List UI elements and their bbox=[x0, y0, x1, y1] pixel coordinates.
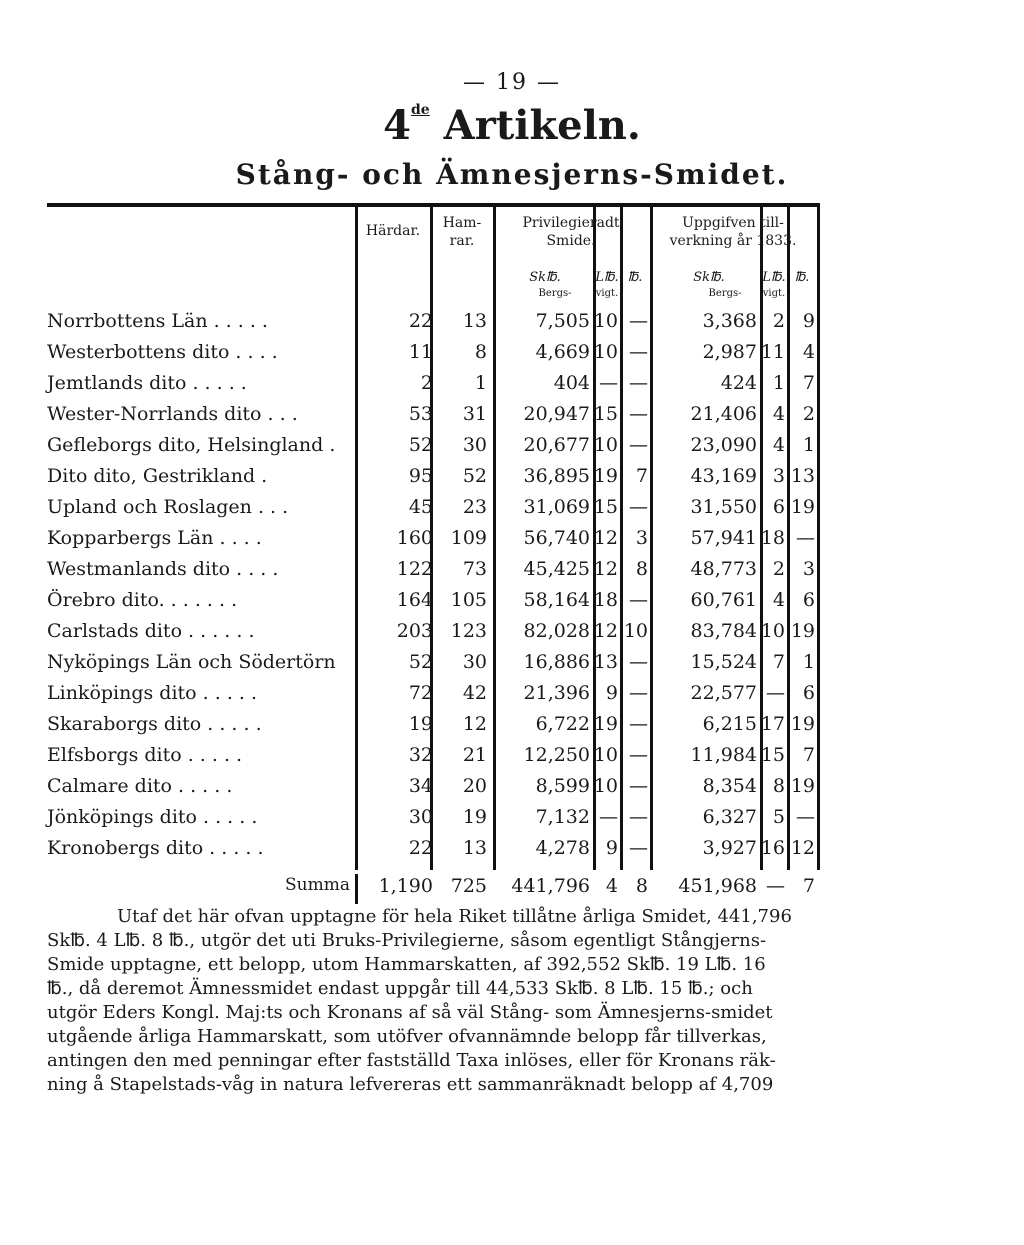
row-label: Westerbottens dito . . . . bbox=[47, 341, 278, 363]
row-label: Upland och Roslagen . . . bbox=[47, 496, 289, 518]
cell-u-u: 7 bbox=[802, 372, 815, 394]
cell-u-sku: 57,941 bbox=[690, 527, 757, 549]
cell-u-lu: 4 bbox=[772, 403, 785, 425]
section-heading: Stång- och Ämnesjerns-Smidet. bbox=[235, 158, 789, 191]
cell-hamrar: 21 bbox=[462, 744, 487, 766]
article-number: 4 bbox=[383, 102, 412, 149]
cell-u-sku: 31,550 bbox=[690, 496, 757, 518]
cell-u-u: 19 bbox=[790, 713, 815, 735]
cell-hamrar: 109 bbox=[450, 527, 487, 549]
row-label: Gefleborgs dito, Helsingland . bbox=[47, 434, 336, 456]
cell-p-lu: 9 bbox=[605, 837, 618, 859]
row-label: Norrbottens Län . . . . . bbox=[47, 310, 268, 332]
cell-p-sku: 21,396 bbox=[523, 682, 590, 704]
cell-p-sku: 31,069 bbox=[523, 496, 590, 518]
table-vline bbox=[817, 206, 820, 870]
subheader-p-u: ℔. bbox=[627, 270, 643, 285]
paragraph-line-8: ning å Stapelstads-våg in natura lefvereras ett sammanräknadt belopp af 4,709 bbox=[47, 1074, 774, 1095]
article-title-text: Artikeln. bbox=[443, 102, 641, 149]
cell-u-lu: 18 bbox=[760, 527, 785, 549]
cell-hamrar: 23 bbox=[462, 496, 487, 518]
cell-u-lu: 7 bbox=[772, 651, 785, 673]
cell-hamrar: 20 bbox=[462, 775, 487, 797]
cell-u-lu: — bbox=[766, 682, 785, 704]
cell-hamrar: 123 bbox=[450, 620, 487, 642]
subheader-p-lu: L℔. bbox=[595, 270, 619, 285]
row-label: Jemtlands dito . . . . . bbox=[47, 372, 247, 394]
row-label: Nyköpings Län och Södertörn bbox=[47, 651, 336, 673]
subheader-u-sku: Sk℔. bbox=[693, 270, 725, 285]
cell-p-u: — bbox=[629, 372, 648, 394]
cell-p-sku: 20,677 bbox=[523, 434, 590, 456]
paragraph-line-1: Utaf det här ofvan upptagne för hela Riket tillåtne årliga Smidet, 441,796 bbox=[117, 906, 792, 927]
cell-p-u: — bbox=[629, 403, 648, 425]
row-label: Skaraborgs dito . . . . . bbox=[47, 713, 262, 735]
row-label: Örebro dito. . . . . . . bbox=[47, 589, 238, 611]
cell-hamrar: 73 bbox=[462, 558, 487, 580]
row-label: Westmanlands dito . . . . bbox=[47, 558, 279, 580]
cell-u-lu: 3 bbox=[772, 465, 785, 487]
row-label: Dito dito, Gestrikland . bbox=[47, 465, 268, 487]
cell-hamrar: 1 bbox=[474, 372, 487, 394]
cell-hardar: 11 bbox=[408, 341, 433, 363]
cell-p-u: — bbox=[629, 744, 648, 766]
cell-u-lu: 4 bbox=[772, 434, 785, 456]
cell-hamrar: 105 bbox=[450, 589, 487, 611]
cell-hardar: 19 bbox=[408, 713, 433, 735]
cell-p-lu: 15 bbox=[593, 496, 618, 518]
cell-p-lu: 12 bbox=[593, 558, 618, 580]
cell-p-lu: 12 bbox=[593, 620, 618, 642]
cell-hamrar: 725 bbox=[450, 875, 487, 897]
paragraph-line-6: utgående årliga Hammarskatt, som utöfver ofvannämnde belopp får tillverkas, bbox=[47, 1026, 767, 1047]
cell-u-sku: 48,773 bbox=[690, 558, 757, 580]
cell-p-lu: — bbox=[599, 806, 618, 828]
cell-u-sku: 11,984 bbox=[690, 744, 757, 766]
table-vline bbox=[493, 206, 496, 870]
article-title bbox=[0, 102, 1024, 149]
header-hamrar: Ham- rar. bbox=[442, 215, 482, 249]
cell-hardar: 52 bbox=[408, 434, 433, 456]
cell-hardar: 1,190 bbox=[378, 875, 433, 897]
cell-u-lu: 6 bbox=[772, 496, 785, 518]
row-label: Carlstads dito . . . . . . bbox=[47, 620, 255, 642]
table-vline bbox=[650, 206, 653, 870]
row-label: Jönköpings dito . . . . . bbox=[47, 806, 258, 828]
cell-p-sku: 36,895 bbox=[523, 465, 590, 487]
cell-u-u: 19 bbox=[790, 775, 815, 797]
cell-hamrar: 31 bbox=[462, 403, 487, 425]
cell-u-u: 4 bbox=[802, 341, 815, 363]
cell-u-lu: 11 bbox=[760, 341, 785, 363]
cell-u-u: 7 bbox=[802, 744, 815, 766]
page-number: — 19 — bbox=[463, 70, 561, 95]
cell-hamrar: 12 bbox=[462, 713, 487, 735]
subheader-u-lu: L℔. bbox=[762, 270, 786, 285]
subheader-p-bergs: Bergs- bbox=[538, 288, 572, 299]
paragraph-line-2: Sk℔. 4 L℔. 8 ℔., utgör det uti Bruks-Privilegierne, såsom egentligt Stångjerns- bbox=[47, 930, 767, 951]
cell-hardar: 52 bbox=[408, 651, 433, 673]
header-hardar: Härdar. bbox=[365, 223, 421, 239]
cell-p-u: — bbox=[629, 682, 648, 704]
cell-u-u: 7 bbox=[802, 875, 815, 897]
cell-u-sku: 60,761 bbox=[690, 589, 757, 611]
cell-u-sku: 451,968 bbox=[678, 875, 757, 897]
cell-p-lu: 12 bbox=[593, 527, 618, 549]
row-label: Calmare dito . . . . . bbox=[47, 775, 233, 797]
cell-u-u: 12 bbox=[790, 837, 815, 859]
cell-hamrar: 30 bbox=[462, 651, 487, 673]
table-vline bbox=[787, 206, 790, 870]
cell-u-lu: 1 bbox=[772, 372, 785, 394]
cell-hamrar: 19 bbox=[462, 806, 487, 828]
cell-p-lu: 10 bbox=[593, 744, 618, 766]
cell-p-lu: — bbox=[599, 372, 618, 394]
cell-p-sku: 4,278 bbox=[535, 837, 590, 859]
cell-hamrar: 52 bbox=[462, 465, 487, 487]
cell-u-lu: 15 bbox=[760, 744, 785, 766]
cell-u-sku: 6,215 bbox=[702, 713, 757, 735]
cell-hardar: 30 bbox=[408, 806, 433, 828]
cell-u-u: 6 bbox=[802, 682, 815, 704]
cell-p-lu: 13 bbox=[593, 651, 618, 673]
cell-p-sku: 8,599 bbox=[535, 775, 590, 797]
paragraph-line-4: ℔., då deremot Ämnessmidet endast uppgår till 44,533 Sk℔. 8 L℔. 15 ℔.; och bbox=[47, 978, 753, 999]
cell-u-sku: 15,524 bbox=[690, 651, 757, 673]
summa-label: Summa bbox=[285, 875, 350, 895]
cell-u-lu: 10 bbox=[760, 620, 785, 642]
cell-p-u: — bbox=[629, 837, 648, 859]
cell-hardar: 122 bbox=[396, 558, 433, 580]
cell-p-lu: 10 bbox=[593, 310, 618, 332]
paragraph-line-7: antingen den med penningar efter fastställd Taxa inlöses, eller för Kronans räk- bbox=[47, 1050, 776, 1071]
cell-hardar: 53 bbox=[408, 403, 433, 425]
cell-u-u: — bbox=[796, 806, 815, 828]
cell-hardar: 203 bbox=[396, 620, 433, 642]
cell-u-lu: 4 bbox=[772, 589, 785, 611]
cell-u-lu: 2 bbox=[772, 310, 785, 332]
cell-u-u: 1 bbox=[802, 651, 815, 673]
header-uppgifven: Uppgifven till- verkning år 1833. bbox=[669, 215, 797, 249]
cell-u-u: 1 bbox=[802, 434, 815, 456]
row-label: Kronobergs dito . . . . . bbox=[47, 837, 264, 859]
cell-hardar: 22 bbox=[408, 837, 433, 859]
cell-p-lu: 10 bbox=[593, 434, 618, 456]
cell-p-lu: 15 bbox=[593, 403, 618, 425]
cell-u-u: — bbox=[796, 527, 815, 549]
cell-p-u: — bbox=[629, 434, 648, 456]
cell-p-sku: 12,250 bbox=[523, 744, 590, 766]
cell-p-sku: 4,669 bbox=[535, 341, 590, 363]
cell-u-sku: 3,368 bbox=[702, 310, 757, 332]
cell-u-u: 2 bbox=[802, 403, 815, 425]
cell-hardar: 34 bbox=[408, 775, 433, 797]
cell-p-u: — bbox=[629, 806, 648, 828]
cell-hamrar: 13 bbox=[462, 310, 487, 332]
paragraph-line-5: utgör Eders Kongl. Maj:ts och Kronans af så väl Stång- som Ämnesjerns-smidet bbox=[47, 1002, 773, 1023]
cell-u-u: 6 bbox=[802, 589, 815, 611]
cell-u-u: 19 bbox=[790, 620, 815, 642]
cell-u-lu: 2 bbox=[772, 558, 785, 580]
cell-hardar: 32 bbox=[408, 744, 433, 766]
cell-hamrar: 8 bbox=[474, 341, 487, 363]
row-label: Elfsborgs dito . . . . . bbox=[47, 744, 243, 766]
cell-u-sku: 23,090 bbox=[690, 434, 757, 456]
cell-u-u: 19 bbox=[790, 496, 815, 518]
cell-hardar: 45 bbox=[408, 496, 433, 518]
subheader-u-bergs: Bergs- bbox=[708, 288, 742, 299]
cell-p-sku: 7,132 bbox=[535, 806, 590, 828]
cell-p-lu: 4 bbox=[605, 875, 618, 897]
subheader-p-sku: Sk℔. bbox=[529, 270, 561, 285]
cell-hamrar: 30 bbox=[462, 434, 487, 456]
cell-p-u: 8 bbox=[635, 558, 648, 580]
cell-p-sku: 441,796 bbox=[511, 875, 590, 897]
cell-u-sku: 8,354 bbox=[702, 775, 757, 797]
cell-p-u: — bbox=[629, 713, 648, 735]
header-privilegierat: Privilegieradt Smide. bbox=[522, 215, 620, 249]
cell-p-lu: 19 bbox=[593, 465, 618, 487]
cell-p-lu: 9 bbox=[605, 682, 618, 704]
cell-p-lu: 18 bbox=[593, 589, 618, 611]
article-ordinal: de bbox=[411, 102, 430, 118]
cell-p-sku: 6,722 bbox=[535, 713, 590, 735]
cell-p-sku: 58,164 bbox=[523, 589, 590, 611]
body-paragraph bbox=[47, 905, 837, 1097]
table-vline-summa bbox=[355, 874, 358, 904]
cell-hardar: 72 bbox=[408, 682, 433, 704]
cell-p-lu: 10 bbox=[593, 775, 618, 797]
cell-p-u: — bbox=[629, 496, 648, 518]
cell-u-u: 13 bbox=[790, 465, 815, 487]
cell-p-u: — bbox=[629, 775, 648, 797]
row-label: Kopparbergs Län . . . . bbox=[47, 527, 262, 549]
cell-u-lu: 8 bbox=[772, 775, 785, 797]
cell-hardar: 22 bbox=[408, 310, 433, 332]
cell-p-lu: 10 bbox=[593, 341, 618, 363]
cell-hardar: 164 bbox=[396, 589, 433, 611]
cell-u-lu: 16 bbox=[760, 837, 785, 859]
cell-p-sku: 45,425 bbox=[523, 558, 590, 580]
table-vline bbox=[620, 206, 623, 870]
top-rule bbox=[47, 203, 820, 207]
cell-hardar: 95 bbox=[408, 465, 433, 487]
cell-p-sku: 20,947 bbox=[523, 403, 590, 425]
cell-p-u: — bbox=[629, 341, 648, 363]
cell-u-sku: 21,406 bbox=[690, 403, 757, 425]
cell-u-lu: 5 bbox=[772, 806, 785, 828]
cell-p-u: — bbox=[629, 589, 648, 611]
cell-u-sku: 43,169 bbox=[690, 465, 757, 487]
cell-u-sku: 2,987 bbox=[702, 341, 757, 363]
cell-u-sku: 3,927 bbox=[702, 837, 757, 859]
cell-hardar: 2 bbox=[420, 372, 433, 394]
cell-u-lu: 17 bbox=[760, 713, 785, 735]
cell-u-sku: 6,327 bbox=[702, 806, 757, 828]
subheader-p-vigt: vigt. bbox=[595, 288, 619, 299]
cell-u-u: 3 bbox=[802, 558, 815, 580]
subheader-u-vigt: vigt. bbox=[762, 288, 786, 299]
subheader-u-u: ℔. bbox=[794, 270, 810, 285]
cell-hardar: 160 bbox=[396, 527, 433, 549]
cell-u-sku: 22,577 bbox=[690, 682, 757, 704]
cell-p-sku: 7,505 bbox=[535, 310, 590, 332]
paragraph-line-3: Smide upptagne, ett belopp, utom Hammarskatten, af 392,552 Sk℔. 19 L℔. 16 bbox=[47, 954, 766, 975]
cell-p-sku: 404 bbox=[553, 372, 590, 394]
cell-p-u: — bbox=[629, 310, 648, 332]
cell-p-lu: 19 bbox=[593, 713, 618, 735]
cell-p-u: 10 bbox=[623, 620, 648, 642]
row-label: Wester-Norrlands dito . . . bbox=[47, 403, 298, 425]
row-label: Linköpings dito . . . . . bbox=[47, 682, 258, 704]
cell-p-u: — bbox=[629, 651, 648, 673]
cell-p-u: 7 bbox=[635, 465, 648, 487]
table-vline bbox=[355, 206, 358, 870]
cell-hamrar: 13 bbox=[462, 837, 487, 859]
cell-u-sku: 83,784 bbox=[690, 620, 757, 642]
cell-p-u: 3 bbox=[635, 527, 648, 549]
cell-u-lu: — bbox=[766, 875, 785, 897]
cell-u-sku: 424 bbox=[720, 372, 757, 394]
cell-p-sku: 16,886 bbox=[523, 651, 590, 673]
cell-p-sku: 56,740 bbox=[523, 527, 590, 549]
cell-p-sku: 82,028 bbox=[523, 620, 590, 642]
cell-p-u: 8 bbox=[635, 875, 648, 897]
cell-hamrar: 42 bbox=[462, 682, 487, 704]
cell-u-u: 9 bbox=[802, 310, 815, 332]
